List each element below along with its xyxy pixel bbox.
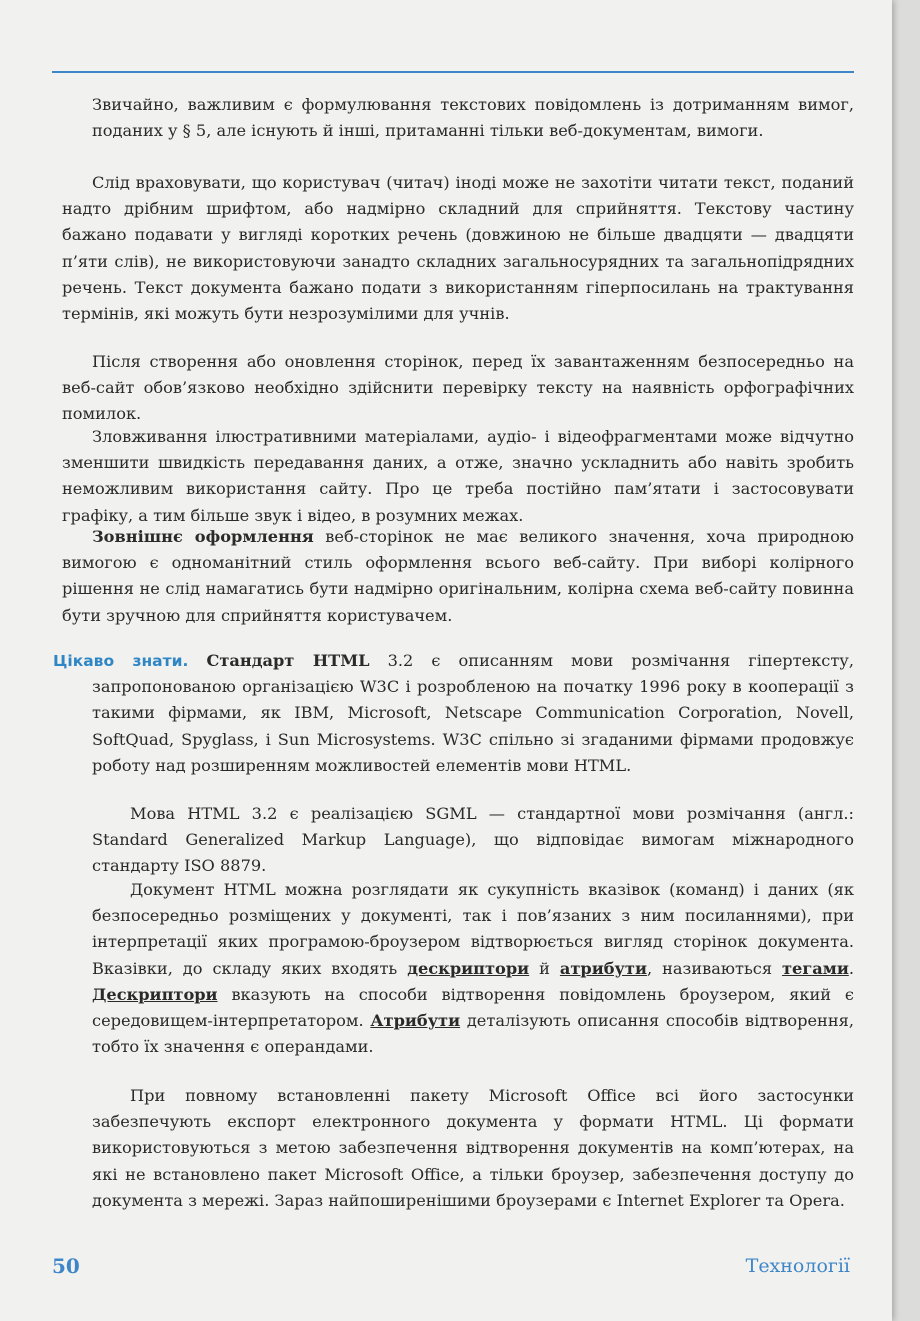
did-you-know-paragraph-1 [53,648,854,779]
running-title: Технології [745,1255,850,1277]
term-attributes-2: Атрибути [370,1011,461,1031]
term-descriptors-2: Дескриптори [92,984,218,1004]
header-rule [52,71,854,73]
p3-text-c: , називаються [646,958,783,978]
term-tags: тегами [782,958,849,978]
emphasis-html-standard: Стандарт HTML [206,651,370,670]
paragraph-5 [62,524,854,629]
did-you-know-label: Цікаво знати. [53,652,189,670]
did-you-know-paragraph-2: Мова HTML 3.2 є реалізацією SGML — стандартної мови розмічання (англ.: Standard Generalized Markup Language), що відповідає вимогам міжнародного стандарту ISO 8879. [92,804,854,876]
term-descriptors: дескриптори [407,958,530,978]
paragraph-4: Зловживання ілюстративними матеріалами, аудіо- і відеофрагментами може відчутно зменшити швидкість передавання даних, а отже, значно ускладнить або навіть зробить неможливим використання сайту. Про це треба постійно пам’ятати і застосовувати графіку, а тим більше звук і відео, в розумних межах. [62,427,854,525]
did-you-know-paragraph-4: При повному встановленні пакету Microsoft Office всі його застосунки забезпечують експорт електронного документа у формати HTML. Ці формати використовуються з метою забезпечення відтворення документів на комп’ютерах, на які не встановлено пакет Microsoft Office, а тільки броузер, забезпечення доступу до документа з мережі. Зараз найпоширенішими броузерами є Internet Explorer та Opera. [92,1086,854,1210]
paragraph-2: Слід враховувати, що користувач (читач) іноді може не захотіти читати текст, поданий надто дрібним шрифтом, або надмірно складний для сприйняття. Текстову частину бажано подавати у вигляді коротких речень (довжиною не більше двадцяти — двадцяти п’яти слів), не використовуючи занадто складних загальносурядних та загальнопідрядних речень. Текст документа бажано подати з використанням гіперпосилань на трактування термінів, які можуть бути незрозумілими для учнів. [62,173,854,324]
p3-text-f: деталізують описання способів відтворення, тобто їх значення є операндами. [92,1011,854,1057]
p3-text-d: . [848,958,854,978]
p3-text-b: й [529,958,560,978]
emphasis-external-design: Зовнішнє оформлення [92,527,314,546]
page-number: 50 [52,1254,80,1278]
did-you-know-text-1: 3.2 є описанням мови розмічання гіпертексту, запропонованою організацією W3C і розробленою на початку 1996 року в кооперації з такими фірмами, як IBM, Microsoft, Netscape Communication Corporation, Novell, SoftQuad, Spyglass, і Sun Microsystems. W3C спільно зі згаданими фірмами продовжує роботу над розширенням можливостей елементів мови HTML. [92,651,854,775]
p3-text-a: Документ HTML можна розглядати як сукупність вказівок (команд) і даних (як безпосередньо розміщених у документі, так і пов’язаних з ним посиланнями), при інтерпретації яких програмою-броузером відтворюється вигляд сторінок документа. Вказівки, до складу яких входять [92,880,854,978]
paragraph-5-text: веб-сторінок не має великого значення, хоча природною вимогою є одноманітний стиль оформлення всього веб-сайту. При виборі колірного рішення не слід намагатись бути надмірно оригінальним, колірна схема веб-сайту повинна бути зручною для сприйняття користувачем. [62,527,854,625]
term-attributes: атрибути [559,958,647,978]
p3-text-e: вказують на способи відтворення повідомлень броузером, який є середовищем-інтерпретатором. [92,984,854,1031]
paragraph-1: Звичайно, важливим є формулювання текстових повідомлень із дотриманням вимог, поданих у § 5, але існують й інші, притаманні тільки веб-документам, вимоги. [92,95,854,141]
paragraph-3: Після створення або оновлення сторінок, перед їх завантаженням безпосередньо на веб-сайт обов’язково необхідно здійснити перевірку тексту на наявність орфографічних помилок. [62,352,854,424]
did-you-know-paragraph-3 [92,877,854,1060]
